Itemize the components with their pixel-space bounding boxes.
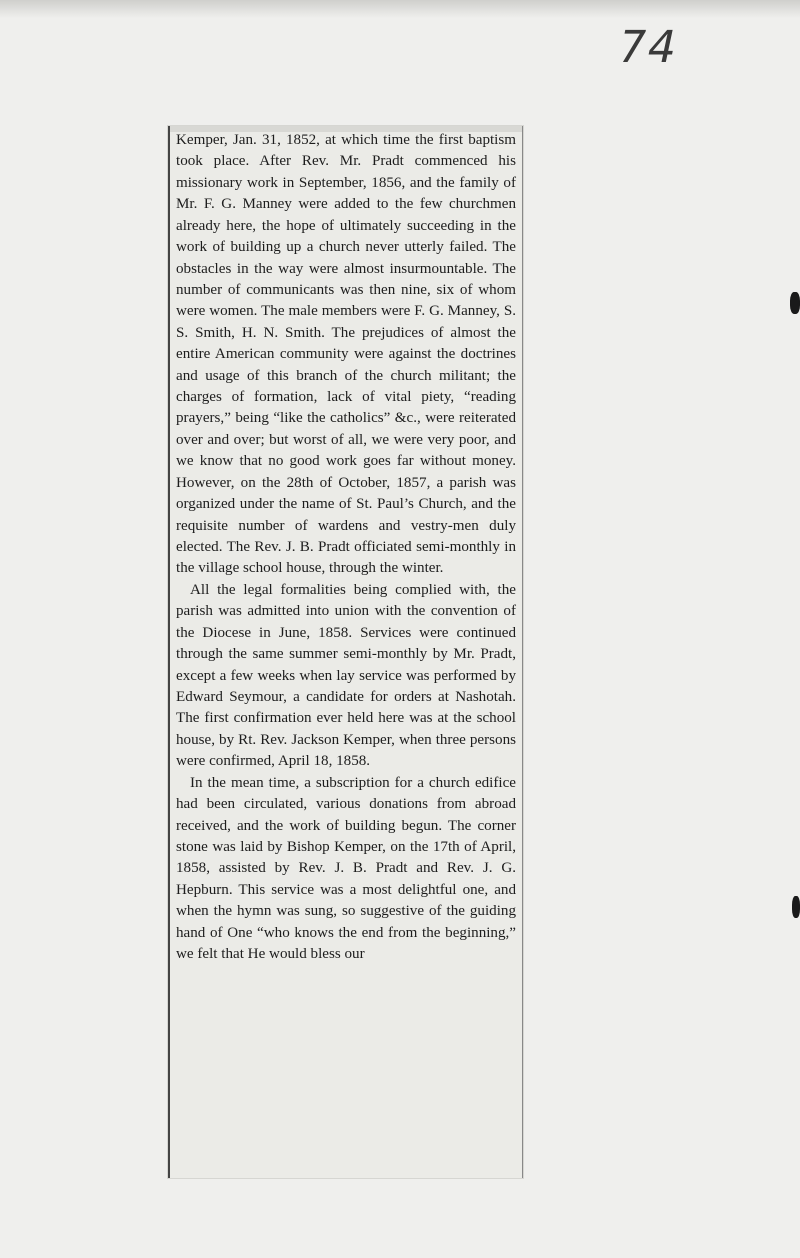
scan-top-edge — [0, 0, 800, 18]
article-paragraph-2: All the legal formalities being complied with, the parish was admitted into union with the convention of the Diocese in June, 1858. Services were continued through the same summer semi-monthly by Mr. Pradt, except a few weeks when lay service was performed by Edward Seymour, a candidate for orders at Nashotah. The first confirmation ever held here was at the school house, by Rt. Rev. Jackson Kemper, when three persons were confirmed, April 18, 1858. — [176, 581, 516, 770]
binding-hole-mark — [790, 292, 800, 314]
article-paragraph-1: Kemper, Jan. 31, 1852, at which time the first baptism took place. After Rev. Mr. Pradt commenced his missionary work in September, 1856, and the family of Mr. F. G. Manney were added to the few churchmen already here, the hope of ultimately succeeding in the work of building up a church never utterly failed. The obstacles in the way were almost insurmountable. The number of communicants was then nine, six of whom were women. The male members were F. G. Manney, S. S. Smith, H. N. Smith. The prejudices of almost the entire American community were against the doctrines and usage of this branch of the church militant; the charges of formation, lack of vital piety, “reading prayers,” being “like the catholics” &c., were reiterated over and over; but worst of all, we were very poor, and we know that no good work goes far without money. However, on the 28th of October, 1857, a parish was organized under the name of St. Paul’s Church, and the requisite number of wardens and vestry-men duly elected. The Rev. J. B. Pradt officiated semi-monthly in the village school house, through the winter. — [176, 132, 516, 577]
article-paragraph-3: In the mean time, a subscription for a church edifice had been circulated, various donations from abroad received, and the work of building begun. The corner stone was laid by Bishop Kemper, on the 17th of April, 1858, assisted by Rev. J. B. Pradt and Rev. J. G. Hepburn. This service was a most delightful one, and when the hymn was sung, so suggestive of the guiding hand of One “who knows the end from the beginning,” we felt that He would bless our — [176, 774, 516, 963]
binding-hole-mark — [792, 896, 800, 918]
article-body — [176, 130, 516, 965]
page-number: 74 — [612, 22, 684, 73]
newspaper-clipping — [168, 126, 523, 1178]
